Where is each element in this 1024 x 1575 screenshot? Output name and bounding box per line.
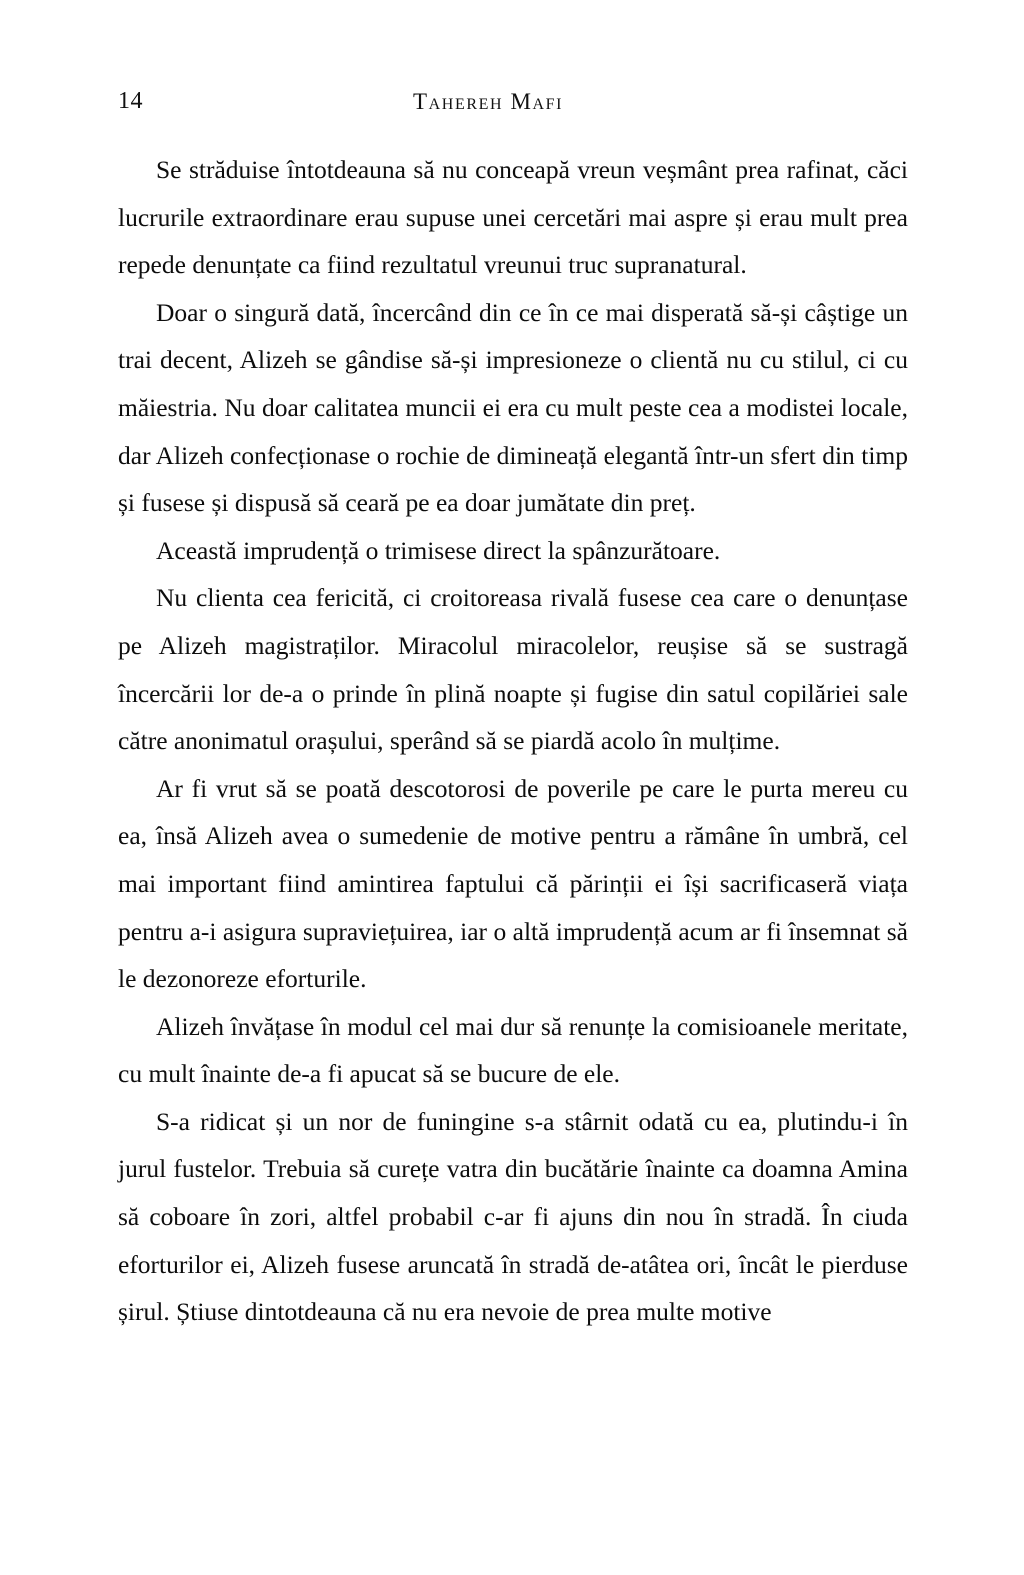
body-text <box>118 146 908 1336</box>
running-head-author: Tahereh Mafi <box>413 89 564 114</box>
paragraph: Ar fi vrut să se poată descotorosi de poverile pe care le purta mereu cu ea, însă Alizeh avea o sumedenie de motive pentru a rămâne în umbră, cel mai important fiind amintirea faptului că părinții ei își sacrificaseră viața pentru a-i asigura supraviețuirea, iar o altă imprudență acum ar fi însemnat să le dezonoreze eforturile. <box>118 773 908 994</box>
paragraph: Această imprudență o trimisese direct la spânzurătoare. <box>156 535 721 565</box>
paragraph: S-a ridicat și un nor de funingine s-a stârnit odată cu ea, plutindu-i în jurul fustelor. Trebuia să curețe vatra din bucătărie înainte ca doamna Amina să coboare în zori, altfel probabil c-ar fi ajuns din nou în stradă. În ciuda eforturilor ei, Alizeh fusese aruncată în stradă de-atâtea ori, încât le pierduse șirul. Știuse dintotdeauna că nu era nevoie de prea multe motive <box>118 1106 908 1327</box>
paragraph: Se străduise întotdeauna să nu conceapă vreun veșmânt prea rafinat, căci lucrurile extraordinare erau supuse unei cercetări mai aspre și erau mult prea repede denunțate ca fiind rezultatul vreunui truc supranatural. <box>118 155 908 280</box>
page-number: 14 <box>118 88 143 114</box>
paragraph: Doar o singură dată, încercând din ce în ce mai disperată să-și câștige un trai decent, Alizeh se gândise să-și impresioneze o clientă nu cu stilul, ci cu măiestria. Nu doar calitatea muncii ei era cu mult peste cea a modistei locale, dar Alizeh confecționase o rochie de dimineață elegantă într-un sfert din timp și fusese și dispusă să ceară pe ea doar jumătate din preț. <box>118 297 908 518</box>
page-header <box>118 88 906 118</box>
paragraph: Nu clienta cea fericită, ci croitoreasa rivală fusese cea care o denunțase pe Alizeh magistraților. Miracolul miracolelor, reușise să se sustragă încercării lor de-a o prinde în plină noapte și fugise din satul copilăriei sale către anonimatul orașului, sperând să se piardă acolo în mulțime. <box>118 583 908 756</box>
paragraph: Alizeh învățase în modul cel mai dur să renunțe la comisioanele meritate, cu mult înainte de-a fi apucat să se bucure de ele. <box>118 1011 908 1089</box>
